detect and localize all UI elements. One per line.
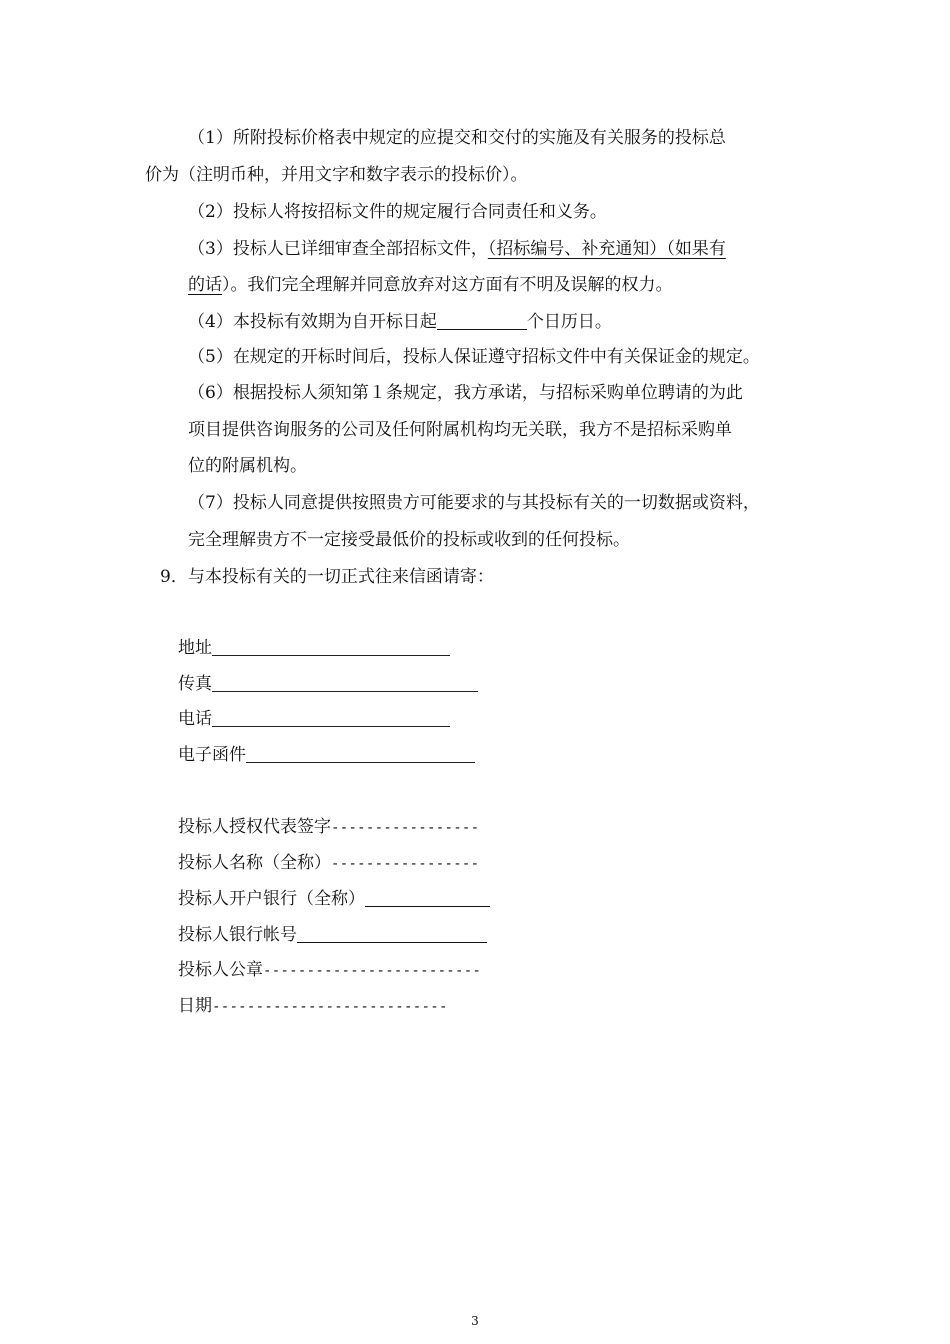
item-6-line-2: 项目提供咨询服务的公司及任何附属机构均无关联，我方不是招标采购单 <box>188 420 732 440</box>
seal-row <box>178 958 481 983</box>
validity-days-blank[interactable] <box>437 311 527 330</box>
account-row <box>178 923 487 947</box>
bank-field[interactable] <box>365 888 490 907</box>
page-number: 3 <box>471 1314 479 1328</box>
item-4-text-end: 个日历日。 <box>526 312 612 332</box>
item-5: （5）在规定的开标时间后，投标人保证遵守招标文件中有关保证金的规定。 <box>188 347 760 367</box>
item-7-line-2: 完全理解贵方不一定接受最低价的投标或收到的任何投标。 <box>188 530 630 550</box>
date-row <box>178 994 448 1019</box>
email-row <box>178 743 475 767</box>
account-label: 投标人银行帐号 <box>178 925 297 945</box>
fax-field[interactable] <box>212 673 478 692</box>
seal-field[interactable]: ------------------------- <box>263 963 482 979</box>
bidder-name-field[interactable]: ----------------- <box>331 856 480 872</box>
rep-signature-row <box>178 815 479 840</box>
item-7-line-1: （7）投标人同意提供按照贵方可能要求的与其投标有关的一切数据或资料， <box>188 493 760 513</box>
rep-signature-field[interactable]: ----------------- <box>331 820 480 836</box>
item-3-text: （3）投标人已详细审查全部招标文件， <box>188 239 488 259</box>
fax-label: 传真 <box>178 674 212 694</box>
address-label: 地址 <box>178 638 212 658</box>
item-2: （2）投标人将按招标文件的规定履行合同责任和义务。 <box>188 202 607 222</box>
bank-row <box>178 887 490 911</box>
account-field[interactable] <box>297 924 487 943</box>
item-4 <box>188 310 612 334</box>
bidder-name-label: 投标人名称（全称） <box>178 853 331 873</box>
bidder-name-row <box>178 851 479 876</box>
fax-row <box>178 672 478 696</box>
phone-row <box>178 707 450 731</box>
bank-label: 投标人开户银行（全称） <box>178 889 365 909</box>
date-field[interactable]: --------------------------- <box>212 999 448 1015</box>
item-1-line-2: 价为（注明币种，并用文字和数字表示的投标价）。 <box>145 165 528 185</box>
item-3-line-1 <box>188 237 726 261</box>
item-4-text: （4）本投标有效期为自开标日起 <box>188 312 437 332</box>
rep-signature-label: 投标人授权代表签字 <box>178 817 331 837</box>
item-3-line-2 <box>188 273 673 297</box>
address-field[interactable] <box>212 637 450 656</box>
item-6-line-1: （6）根据投标人须知第１条规定，我方承诺，与招标采购单位聘请的为此 <box>188 383 743 403</box>
address-row <box>178 636 450 660</box>
item-1-line-1: （1）所附投标价格表中规定的应提交和交付的实施及有关服务的投标总 <box>188 128 726 148</box>
section-9-heading: 9．与本投标有关的一切正式往来信函请寄： <box>160 567 494 587</box>
email-field[interactable] <box>246 744 475 763</box>
item-6-line-3: 位的附属机构。 <box>188 456 307 476</box>
item-3-underlined: （招标编号、补充通知）（如果有 <box>487 239 726 259</box>
item-3-text-end: ）。我们完全理解并同意放弃对这方面有不明及误解的权力。 <box>222 275 673 295</box>
seal-label: 投标人公章 <box>178 960 263 980</box>
date-label: 日期 <box>178 996 212 1016</box>
phone-field[interactable] <box>212 708 450 727</box>
email-label: 电子函件 <box>178 745 246 765</box>
phone-label: 电话 <box>178 709 212 729</box>
item-3-underlined-end: 的话 <box>188 275 222 295</box>
